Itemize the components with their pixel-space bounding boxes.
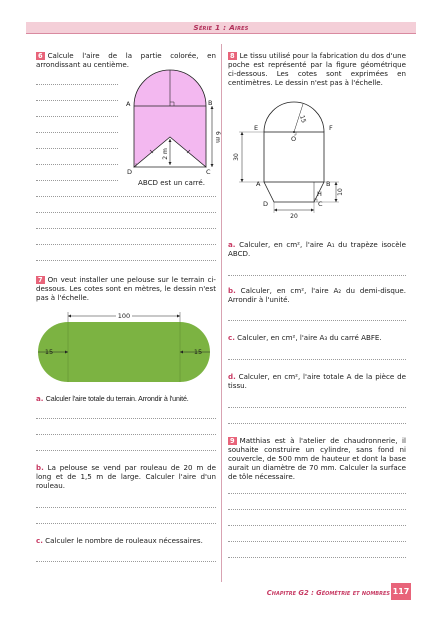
header-bar [26, 22, 416, 34]
question-text: Calculer, en cm², l'aire A₃ du carré ABFE. [237, 333, 382, 342]
label-15-left: 15 [44, 348, 54, 356]
page-title: Série 1 : Aires [193, 23, 249, 32]
exercise-number: 8 [230, 52, 235, 60]
column-divider [221, 44, 222, 582]
exercise-number: 6 [38, 52, 43, 60]
question-label: a. [228, 240, 236, 249]
label-6m: 6 m [214, 131, 221, 143]
ex8-question-a [228, 240, 406, 258]
label-100: 100 [117, 312, 131, 320]
exercise-8 [228, 51, 406, 87]
label-r15: 15 [298, 114, 308, 124]
label-H: H [317, 190, 322, 198]
label-A: A [126, 100, 131, 108]
exercise-text: Calcule l'aire de la partie colorée, en arrondissant au centième. [36, 51, 216, 70]
label-F: F [329, 124, 333, 132]
question-label: c. [228, 333, 235, 342]
question-text: Calculer, en cm², l'aire A₂ du demi-disque. Arrondir à l'unité. [228, 286, 406, 305]
label-2m: 2 m [162, 148, 169, 160]
question-text: Calculer l'aire totale du terrain. Arrondir à l'unité. [45, 395, 189, 403]
ex8-question-b [228, 286, 406, 304]
ex8-question-d [228, 372, 406, 390]
label-B: B [208, 99, 213, 107]
question-label: c. [36, 536, 43, 545]
exercise-text: Le tissu utilisé pour la fabrication du dos d'une poche est représenté par la figure géométrique ci-dessous. Les cotes sont exprimées en centimètres. Le dessin n'est pas à l'échelle. [228, 51, 406, 88]
exercise-number: 7 [38, 276, 43, 284]
label-A: A [256, 180, 261, 188]
question-label: a. [36, 394, 44, 403]
ex7-question-a [36, 394, 216, 404]
question-label: b. [228, 286, 236, 295]
ex6-figure [120, 62, 220, 192]
ex6-caption: ABCD est un carré. [138, 178, 206, 187]
ex7-field-figure [34, 308, 214, 386]
exercise-text: Matthias est à l'atelier de chaudronnerie, il souhaite construire un cylindre, sans fond ni couvercle, de 500 mm de hauteur et dont la base aurait un diamètre de 70 mm. Calculer la surface de tôle nécessaire. [228, 436, 406, 482]
label-C: C [318, 200, 323, 208]
page-number: 117 [391, 583, 411, 600]
exercise-number: 9 [230, 437, 235, 445]
label-10: 10 [337, 188, 344, 196]
label-E: E [254, 124, 259, 132]
question-text: Calculer le nombre de rouleaux nécessaires. [45, 536, 203, 545]
label-C: C [206, 168, 211, 176]
ex8-pocket-figure [230, 96, 360, 224]
label-20: 20 [290, 213, 298, 220]
exercise-7 [36, 275, 216, 302]
exercise-text: On veut installer une pelouse sur le terrain ci-dessous. Les cotes sont en mètres, le dessin n'est pas à l'échelle. [36, 275, 216, 303]
label-D: D [127, 168, 133, 176]
exercise-9 [228, 436, 406, 481]
label-O: O [291, 135, 297, 143]
question-text: Calculer, en cm², l'aire A₁ du trapèze isocèle ABCD. [228, 240, 406, 259]
question-text: Calculer, en cm², l'aire totale A de la pièce de tissu. [228, 372, 406, 391]
question-label: b. [36, 463, 44, 472]
label-B: B [326, 180, 331, 188]
label-15-right: 15 [193, 348, 203, 356]
chapter-footer: Chapitre G2 : Géométrie et nombres [266, 589, 390, 597]
ex8-question-c [228, 333, 406, 342]
question-label: d. [228, 372, 236, 381]
question-text: La pelouse se vend par rouleau de 20 m de long et de 1,5 m de large. Calculer l'aire d'un rouleau. [36, 463, 216, 491]
label-30: 30 [233, 153, 240, 161]
label-D: D [263, 200, 269, 208]
ex7-question-c [36, 536, 216, 545]
ex7-question-b [36, 463, 216, 490]
